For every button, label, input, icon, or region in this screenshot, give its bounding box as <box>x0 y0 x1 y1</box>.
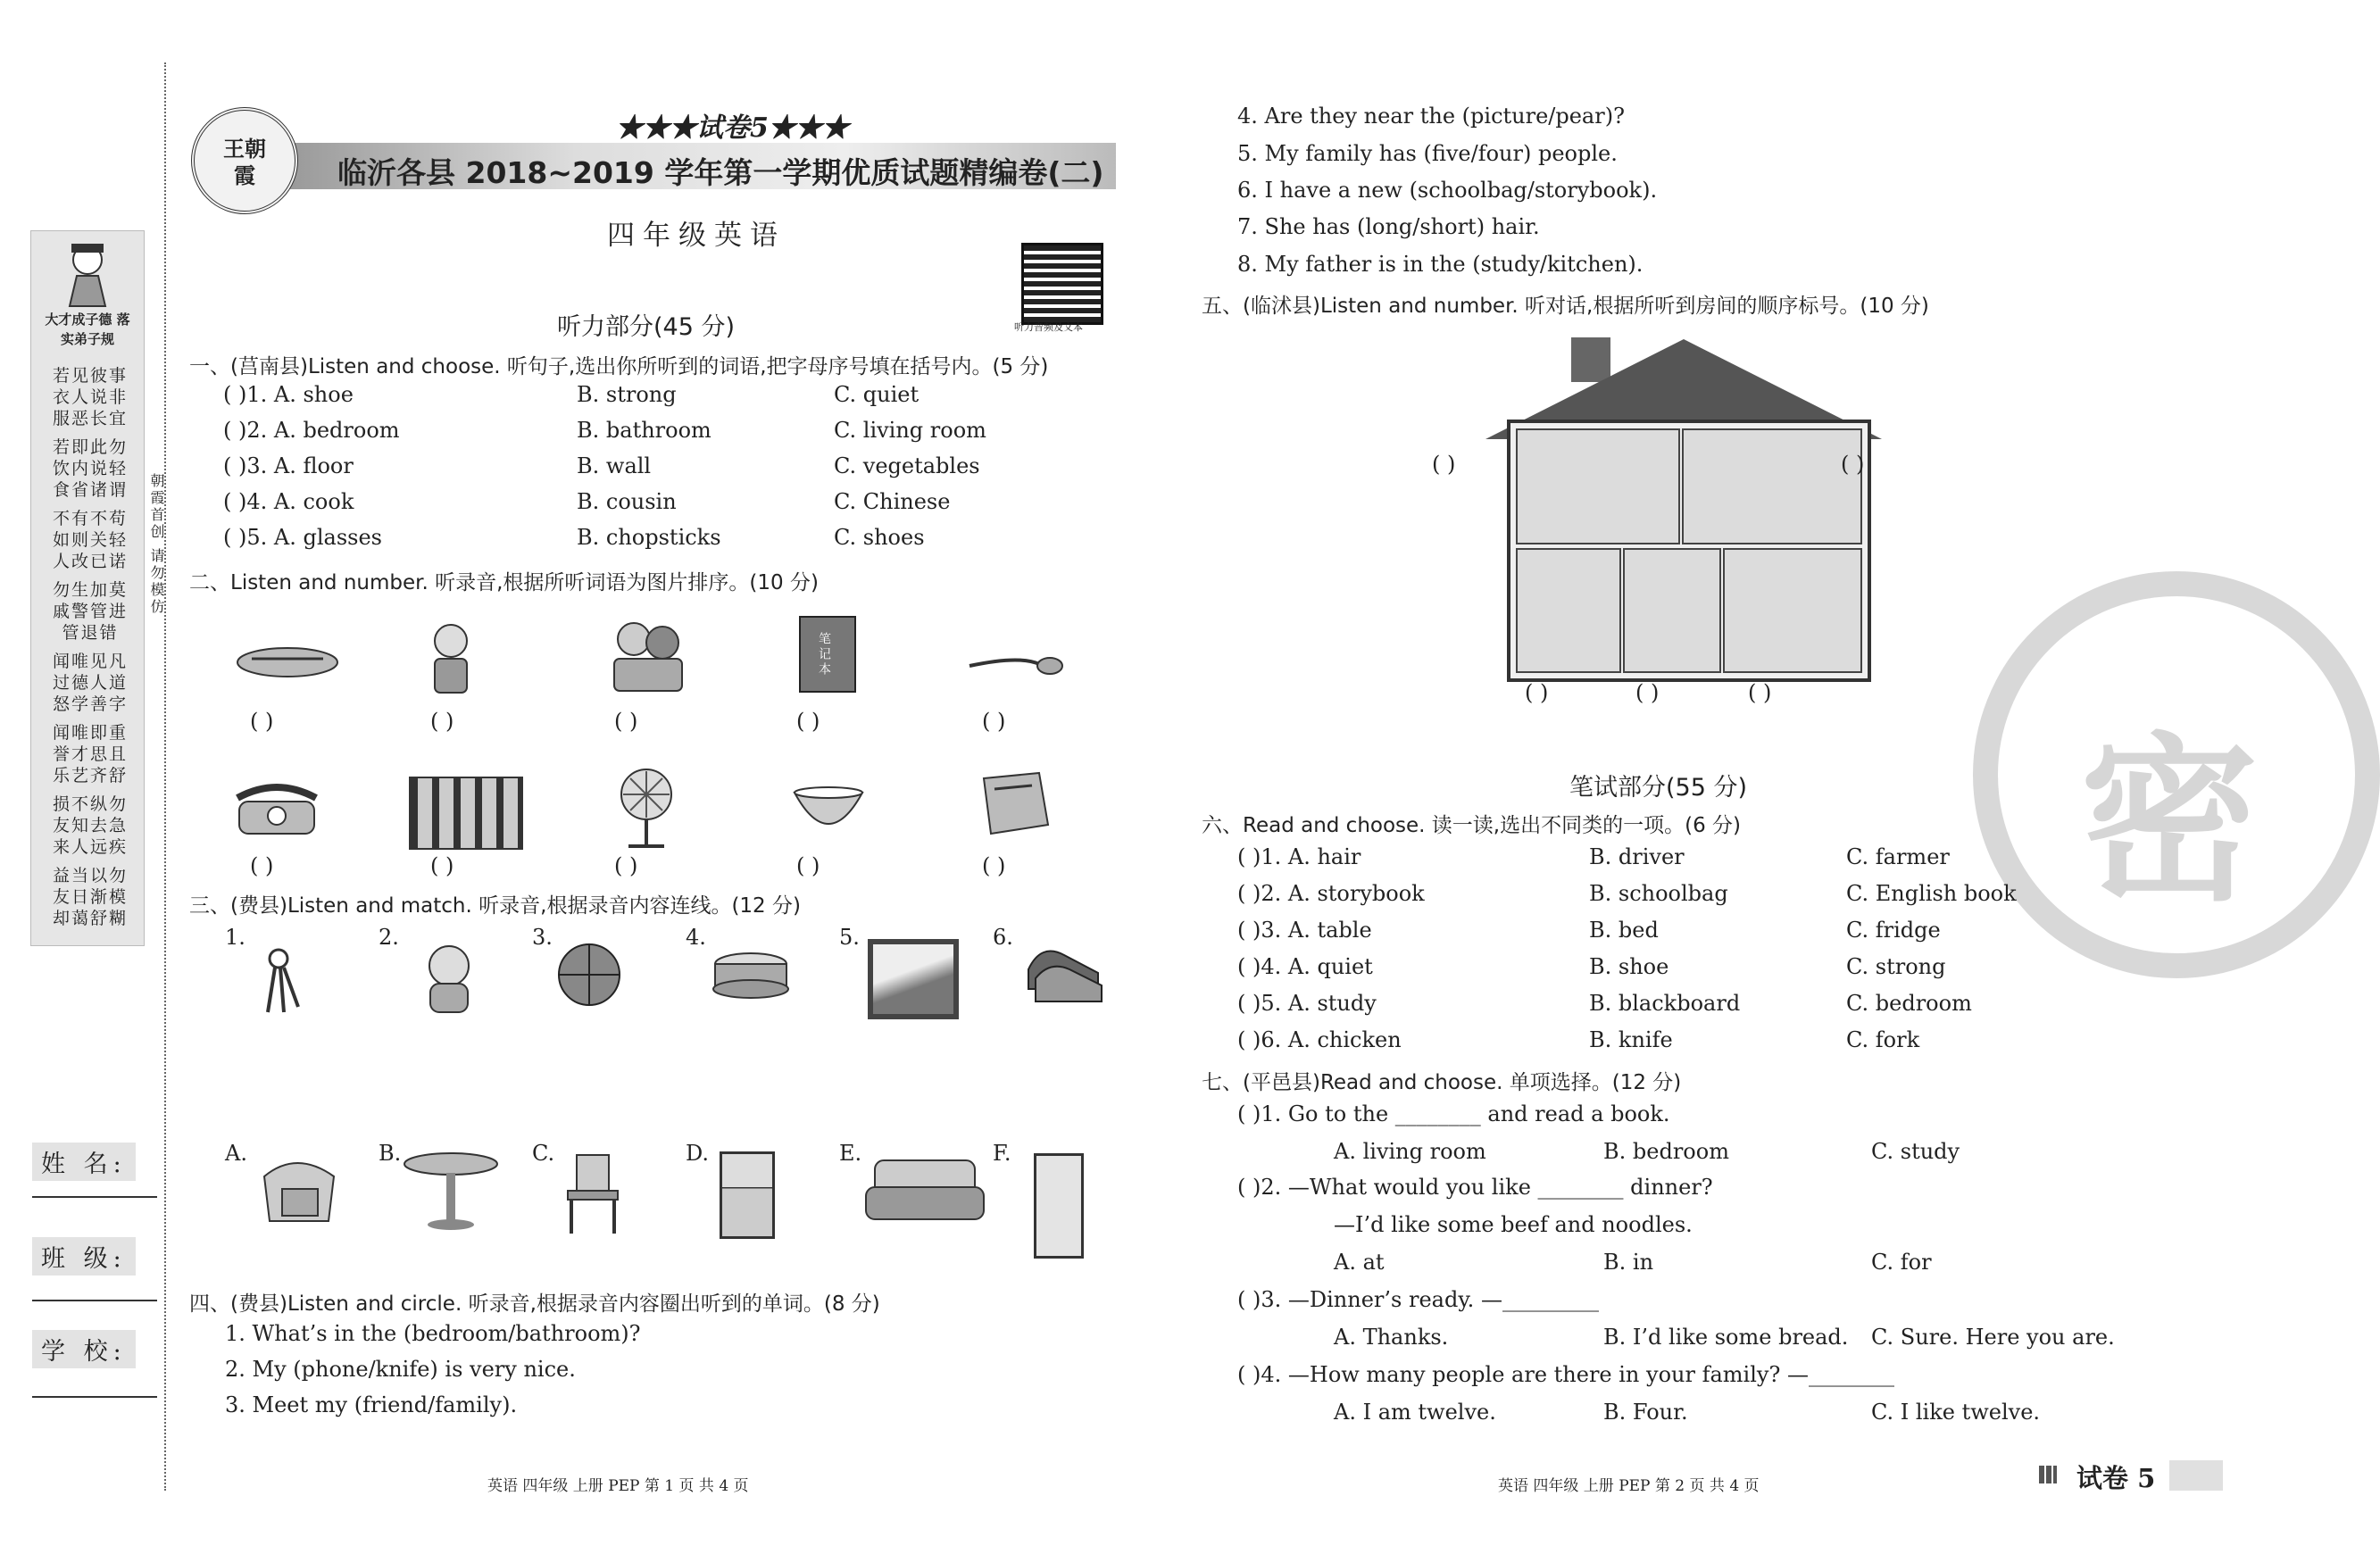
class-label: 班 级: <box>32 1237 136 1276</box>
match-number: 4. <box>686 925 706 950</box>
tag-band <box>2169 1460 2223 1491</box>
name-label: 姓 名: <box>32 1143 136 1181</box>
fridge-icon <box>720 1151 775 1239</box>
circle-item: 4. Are they near the (picture/pear)? <box>1237 104 1625 129</box>
cut-line <box>164 62 166 1491</box>
option-c: C. living room <box>834 418 986 443</box>
answer-bracket[interactable]: ( ) <box>250 853 274 878</box>
bowl-icon <box>791 784 866 837</box>
option-a: ( )3. A. floor <box>223 453 354 478</box>
option-c: C. English book <box>1846 881 2017 906</box>
answer-bracket[interactable]: ( ) <box>982 709 1006 734</box>
option-b: B. bed <box>1589 918 1659 943</box>
class-field[interactable] <box>32 1300 157 1301</box>
option-b: B. knife <box>1589 1027 1673 1052</box>
section5-title: 五、(临沭县)Listen and number. 听对话,根据所听到房间的顺序标号。(10 分) <box>1202 295 1929 318</box>
shoes-icon <box>1023 934 1103 1005</box>
answer-bracket[interactable]: ( ) <box>614 709 638 734</box>
publisher-logo <box>191 107 298 214</box>
option-a: ( )6. A. chicken <box>1237 1027 1402 1052</box>
answer-bracket[interactable]: ( ) <box>614 853 638 878</box>
answer-bracket[interactable]: ( ) <box>1841 452 1865 477</box>
notebook-label: 笔记本 <box>817 632 831 677</box>
exam-tag: 试卷 5 <box>2076 1463 2156 1493</box>
circle-item: 7. She has (long/short) hair. <box>1237 214 1540 239</box>
match-letter: F. <box>993 1141 1011 1166</box>
poem-list <box>44 365 137 936</box>
chair-icon <box>561 1151 625 1237</box>
classroom-icon <box>409 777 523 850</box>
kitchen-room <box>1723 548 1862 673</box>
poem: 若见彼事 衣人说非 服恶长宜 <box>52 366 128 428</box>
match-letter: B. <box>379 1141 402 1166</box>
house-illustration <box>1507 420 1871 682</box>
match-number: 2. <box>379 925 399 950</box>
page-title: 临沂各县 2018~2019 学年第一学期优质试题精编卷(二) <box>337 155 1104 190</box>
option-b: B. strong <box>577 382 677 407</box>
answer-bracket[interactable]: ( ) <box>1748 680 1772 705</box>
match-number: 1. <box>225 925 245 950</box>
question-2-answer: —I’d like some beef and noodles. <box>1334 1212 1693 1237</box>
option-a: ( )1. A. hair <box>1237 844 1361 869</box>
qr-caption: 听力音频及文本 <box>1014 321 1083 333</box>
couple-icon <box>607 612 687 693</box>
poem: 勿生加莫 戚警管进 管退错 <box>52 580 128 643</box>
poem: 损不纵勿 友知去急 来人远疾 <box>52 794 128 857</box>
option-b: B. cousin <box>577 489 677 514</box>
option-c: C. shoes <box>834 525 925 550</box>
answer-bracket[interactable]: ( ) <box>430 709 454 734</box>
match-letter: D. <box>686 1141 710 1166</box>
study-room <box>1516 428 1680 544</box>
notebook-icon <box>799 616 856 693</box>
circle-item: 2. My (phone/knife) is very nice. <box>225 1357 576 1382</box>
writing-title: 笔试部分(55 分) <box>1569 774 1748 802</box>
doll-icon <box>411 939 487 1016</box>
option-b: B. I’d like some bread. <box>1603 1325 1849 1350</box>
option-a: ( )4. A. cook <box>223 489 354 514</box>
match-letter: A. <box>225 1141 247 1166</box>
cake-icon <box>711 948 791 1001</box>
section3-title: 三、(费县)Listen and match. 听录音,根据录音内容连线。(12 分) <box>189 894 801 918</box>
page-footer-left: 英语 四年级 上册 PEP 第 1 页 共 4 页 <box>487 1477 749 1495</box>
binding-strip <box>30 230 145 946</box>
answer-bracket[interactable]: ( ) <box>250 709 274 734</box>
option-c: C. fridge <box>1846 918 1941 943</box>
option-a: A. living room <box>1334 1139 1486 1164</box>
option-a: ( )3. A. table <box>1237 918 1372 943</box>
school-label: 学 校: <box>32 1330 136 1368</box>
option-c: C. vegetables <box>834 453 980 478</box>
option-b: B. blackboard <box>1589 991 1741 1016</box>
option-c: C. study <box>1871 1139 1960 1164</box>
question-4: ( )4. —How many people are there in your family? —________ <box>1237 1362 1894 1387</box>
bedroom-room <box>1682 428 1865 544</box>
section6-title: 六、Read and choose. 读一读,选出不同类的一项。(6 分) <box>1202 814 1742 837</box>
option-b: B. chopsticks <box>577 525 721 550</box>
section7-title: 七、(平邑县)Read and choose. 单项选择。(12 分) <box>1202 1071 1682 1094</box>
seal-char: 密 <box>2080 718 2259 926</box>
logo-text: 王朝霞 <box>223 136 266 188</box>
page-footer-right: 英语 四年级 上册 PEP 第 2 页 共 4 页 <box>1498 1477 1760 1495</box>
option-a: ( )5. A. glasses <box>223 525 382 550</box>
door-icon <box>1034 1153 1084 1259</box>
living-room <box>1516 548 1621 673</box>
option-a: A. at <box>1334 1250 1385 1275</box>
option-c: C. strong <box>1846 954 1946 979</box>
option-b: B. schoolbag <box>1589 881 1728 906</box>
section4-title: 四、(费县)Listen and circle. 听录音,根据录音内容圈出听到的单词。(8 分) <box>189 1292 880 1316</box>
option-b: B. shoe <box>1589 954 1669 979</box>
option-b: B. wall <box>577 453 652 478</box>
option-a: ( )5. A. study <box>1237 991 1377 1016</box>
question-1: ( )1. Go to the ________ and read a book. <box>1237 1101 1670 1126</box>
option-b: B. bedroom <box>1603 1139 1729 1164</box>
section1-title: 一、(莒南县)Listen and choose. 听句子,选出你所听到的词语,把字母序号填在括号内。(5 分) <box>189 355 1049 378</box>
poem: 不有不苟 如则关轻 人改已诺 <box>52 509 128 571</box>
option-b: B. driver <box>1589 844 1685 869</box>
match-number: 6. <box>993 925 1013 950</box>
fan-icon <box>612 766 680 852</box>
option-a: ( )2. A. storybook <box>1237 881 1425 906</box>
table-icon <box>402 1151 500 1232</box>
option-b: B. bathroom <box>577 418 712 443</box>
name-field[interactable] <box>32 1196 157 1198</box>
copyright-note: 朝霞首创 请勿模仿 <box>148 473 165 617</box>
option-a: ( )1. A. shoe <box>223 382 354 407</box>
school-field[interactable] <box>32 1396 157 1398</box>
qr-code-icon[interactable] <box>1021 243 1103 325</box>
storybook-icon <box>977 771 1053 837</box>
bathroom-room <box>1623 548 1721 673</box>
circle-item: 1. What’s in the (bedroom/bathroom)? <box>225 1321 641 1346</box>
answer-bracket[interactable]: ( ) <box>1432 452 1456 477</box>
option-c: C. I like twelve. <box>1871 1400 2041 1425</box>
spoon-icon <box>966 650 1066 686</box>
option-c: C. quiet <box>834 382 920 407</box>
section2-title: 二、Listen and number. 听录音,根据所听词语为图片排序。(10 分) <box>189 571 819 594</box>
dumplings-icon <box>234 636 341 680</box>
picture-icon <box>868 939 959 1019</box>
answer-bracket[interactable]: ( ) <box>430 853 454 878</box>
schoolbag-icon <box>252 1150 350 1226</box>
student-figure-icon <box>61 240 114 308</box>
option-c: C. Chinese <box>834 489 951 514</box>
match-number: 3. <box>532 925 553 950</box>
basketball-icon <box>555 941 623 1009</box>
option-c: C. for <box>1871 1250 1932 1275</box>
answer-bracket[interactable]: ( ) <box>796 853 820 878</box>
option-c: C. bedroom <box>1846 991 1972 1016</box>
nurse-icon <box>420 616 482 696</box>
option-c: C. Sure. Here you are. <box>1871 1325 2115 1350</box>
circle-item: 6. I have a new (schoolbag/storybook). <box>1237 178 1658 203</box>
option-a: ( )2. A. bedroom <box>223 418 400 443</box>
keys-icon <box>252 946 305 1018</box>
option-b: B. Four. <box>1603 1400 1688 1425</box>
poem: 益当以勿 友日渐模 却蔼舒糊 <box>52 866 128 928</box>
poem: 闻唯见凡 过德人道 怒学善字 <box>52 652 128 714</box>
option-a: A. Thanks. <box>1334 1325 1449 1350</box>
sofa-icon <box>862 1157 987 1228</box>
answer-bracket[interactable]: ( ) <box>1635 680 1660 705</box>
circle-item: 5. My family has (five/four) people. <box>1237 141 1618 166</box>
option-c: C. fork <box>1846 1027 1920 1052</box>
telephone-icon <box>234 780 320 837</box>
binding-caption: 大才成子德 落实弟子规 <box>45 312 130 347</box>
listening-title: 听力部分(45 分) <box>557 313 736 341</box>
tag-decoration-icon <box>2039 1466 2057 1483</box>
poem: 闻唯即重 誉才思且 乐艺齐舒 <box>52 723 128 785</box>
option-a: A. I am twelve. <box>1334 1400 1496 1425</box>
question-2: ( )2. —What would you like ________ dinner? <box>1237 1175 1713 1200</box>
subject-title: 四年级英语 <box>607 220 786 252</box>
poem: 若即此勿 饮内说轻 食省诸谓 <box>52 437 128 500</box>
answer-bracket[interactable]: ( ) <box>982 853 1006 878</box>
answer-bracket[interactable]: ( ) <box>796 709 820 734</box>
match-letter: E. <box>839 1141 862 1166</box>
match-number: 5. <box>839 925 860 950</box>
answer-bracket[interactable]: ( ) <box>1525 680 1549 705</box>
circle-item: 8. My father is in the (study/kitchen). <box>1237 252 1644 277</box>
circle-item: 3. Meet my (friend/family). <box>225 1392 518 1417</box>
option-a: ( )4. A. quiet <box>1237 954 1373 979</box>
option-b: B. in <box>1603 1250 1654 1275</box>
match-letter: C. <box>532 1141 555 1166</box>
option-c: C. farmer <box>1846 844 1950 869</box>
exam-number: ★★★试卷5★★★ <box>616 112 849 144</box>
question-3: ( )3. —Dinner’s ready. —_________ <box>1237 1287 1599 1312</box>
